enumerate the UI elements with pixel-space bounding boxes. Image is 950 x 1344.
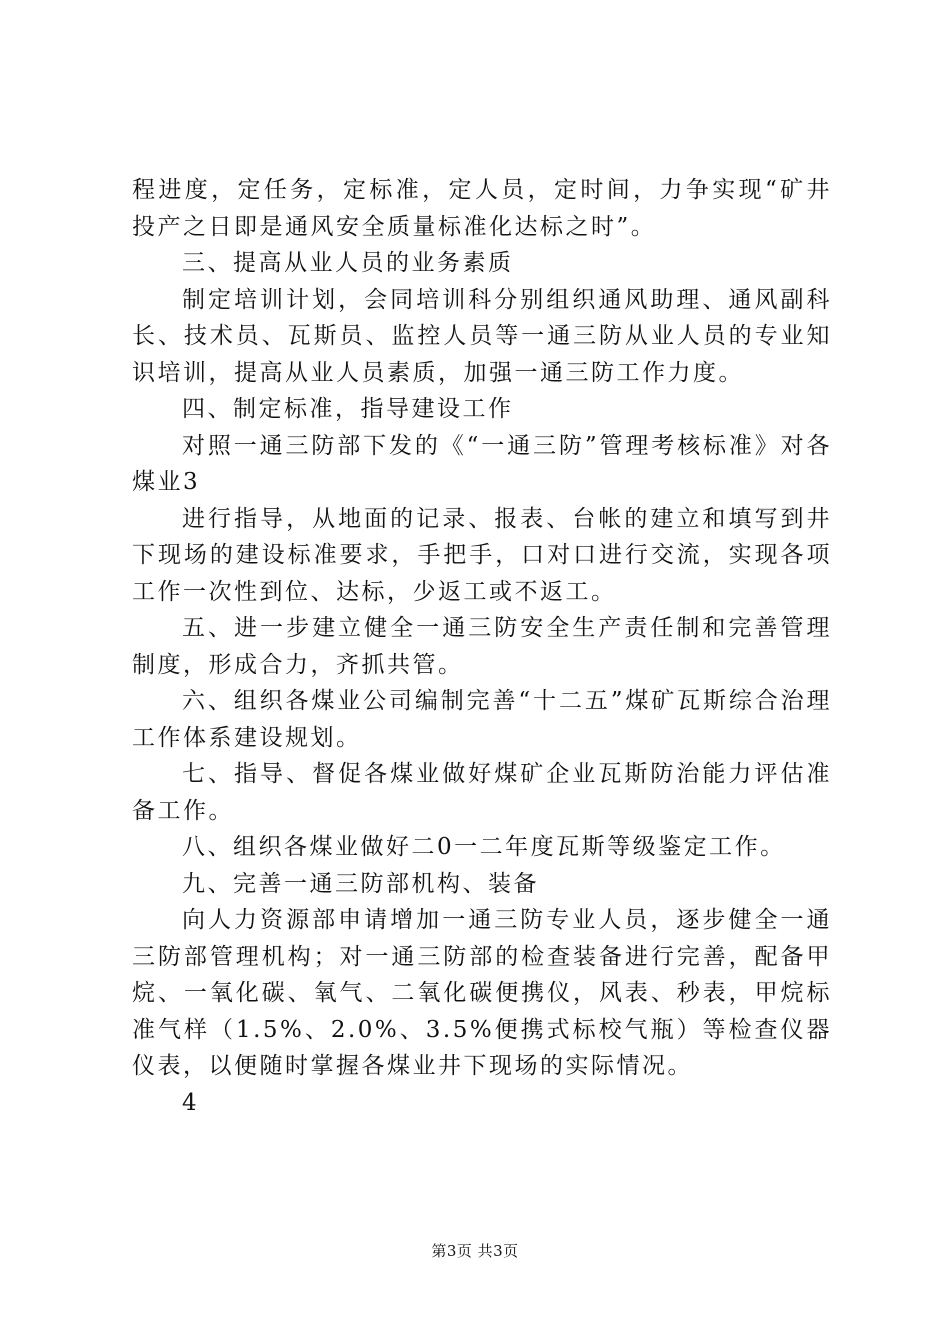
section-item-8: 八、组织各煤业做好二0一二年度瓦斯等级鉴定工作。 <box>182 834 786 860</box>
section-heading-4: 四、制定标准，指导建设工作 <box>182 396 514 422</box>
paragraph-training-plan: 制定培训计划，会同培训科分别组织通风助理、通风副科长、技术员、瓦斯员、监控人员等一通三防从业人员的专业知识培训，提高从业人员素质，加强一通三防工作力度。 <box>132 286 832 386</box>
section-heading-3: 三、提高从业人员的业务素质 <box>182 250 514 276</box>
paragraph-continuation: 程进度，定任务，定标准，定人员，定时间，力争实现“矿井投产之日即是通风安全质量标准化达标之时”。 <box>132 177 832 240</box>
paragraph-standards: 对照一通三防部下发的《“一通三防”管理考核标准》对各煤业3 <box>132 432 832 495</box>
page-footer: 第3页 共3页 <box>431 1242 519 1260</box>
paragraph-equipment: 向人力资源部申请增加一通三防专业人员，逐步健全一通三防部管理机构；对一通三防部的检查装备进行完善，配备甲烷、一氧化碳、氧气、二氧化碳便携仪，风表、秒表，甲烷标准气样（1.5%、2.0%、3.5%便携式标校气瓶）等检查仪器仪表，以便随时掌握各煤业井下现场的实际情况。 <box>132 907 832 1079</box>
document-body <box>132 172 832 1121</box>
section-heading-9: 九、完善一通三防部机构、装备 <box>182 870 539 897</box>
section-item-5: 五、进一步建立健全一通三防安全生产责任制和完善管理制度，形成合力，齐抓共管。 <box>132 615 832 678</box>
paragraph-guidance: 进行指导，从地面的记录、报表、台帐的建立和填写到井下现场的建设标准要求，手把手，口对口进行交流，实现各项工作一次性到位、达标，少返工或不返工。 <box>132 505 832 605</box>
section-item-6: 六、组织各煤业公司编制完善“十二五”煤矿瓦斯综合治理工作体系建设规划。 <box>132 688 832 751</box>
page-number-inline: 4 <box>182 1089 200 1116</box>
section-item-7: 七、指导、督促各煤业做好煤矿企业瓦斯防治能力评估准备工作。 <box>132 761 832 824</box>
